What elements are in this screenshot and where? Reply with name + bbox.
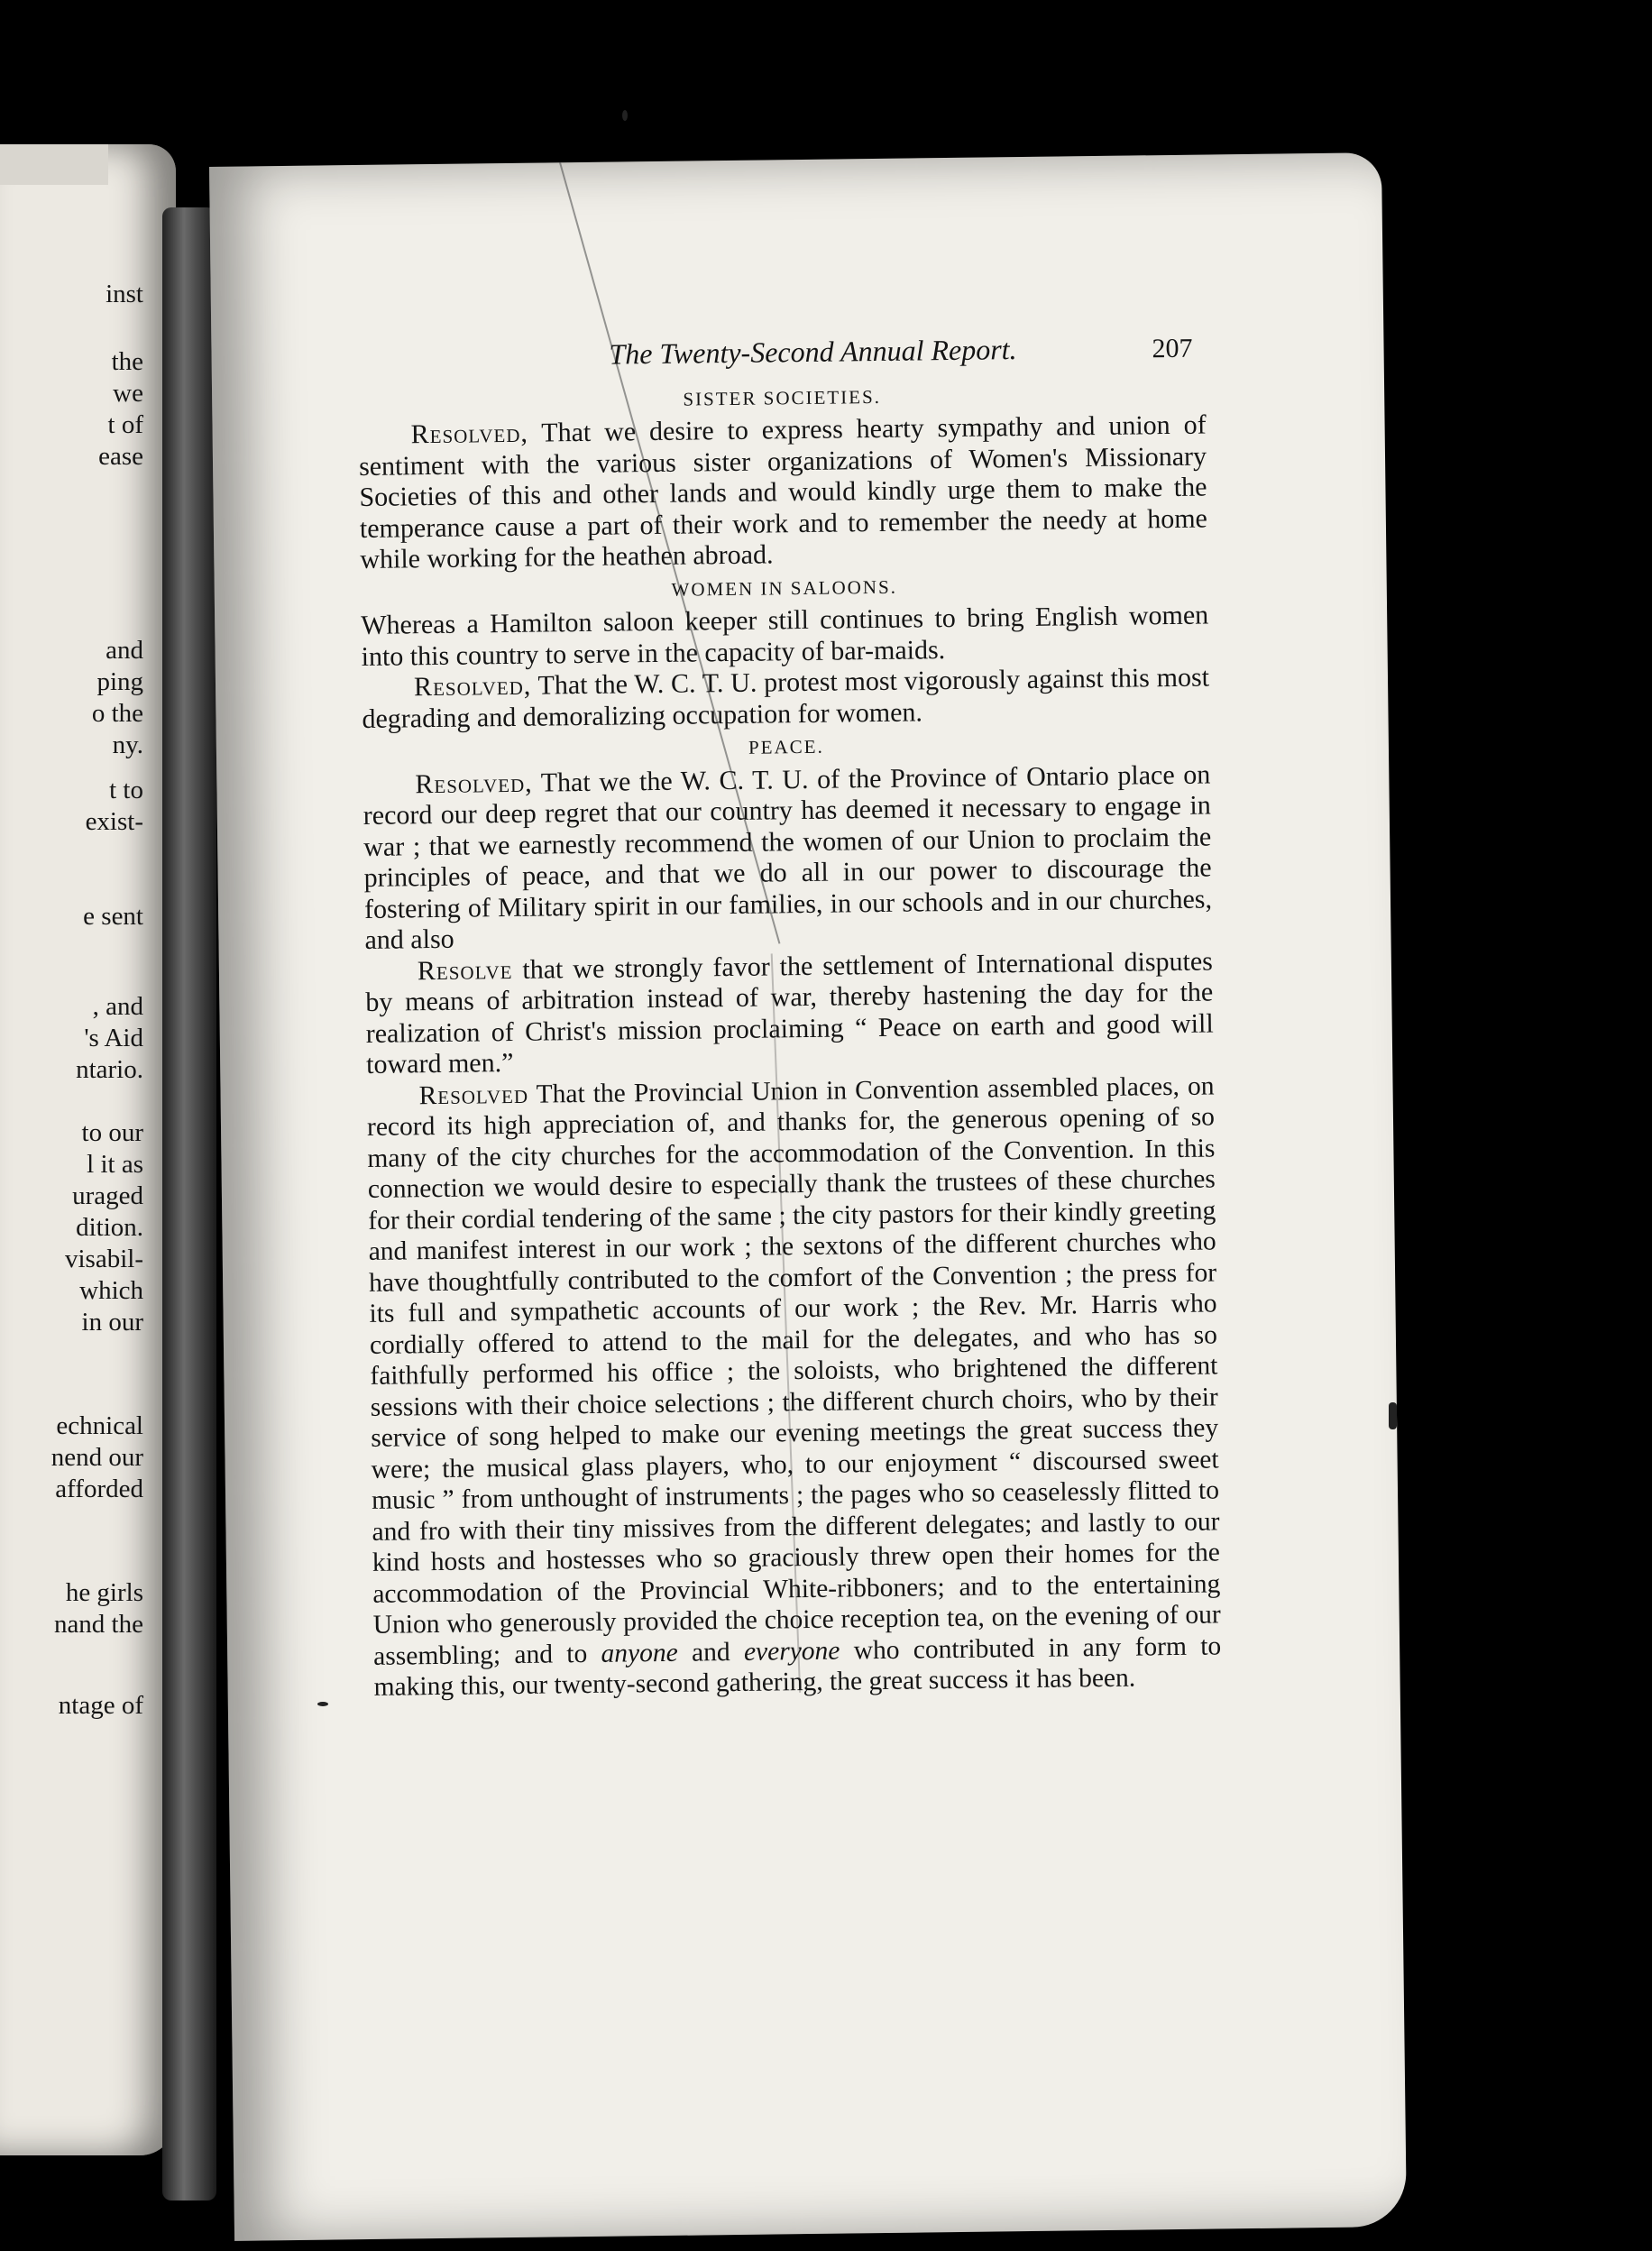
resolved-label: Resolved, [413, 670, 532, 703]
resolution-text-end: who contributed in any form to making this, our twenty-second gathering, the great success it has been. [373, 1631, 1222, 1702]
previous-page-line: t to [109, 776, 143, 804]
previous-page [0, 144, 176, 2155]
section-heading-peace: PEACE. [748, 735, 824, 758]
previous-page-line: ny. [112, 730, 143, 759]
resolution-text: That the Provincial Union in Convention assembled places, on record its high appreciation of, and thanks for, the generous opening of so many of the city churches for the accommodation of the Convention. In this connection we would desire to especially thank the trustees of these churches for their cordial tendering of the same ; the city pastors for their kindly greeting and manifest interest in our work ; the sextons of the different churches who have thoughtfully contributed to the comfort of the Convention ; the press for its full and sympathetic accounts of our work ; the Rev. Mr. Harris who cordially offered to attend to the mail for the delegates, and who has so faithfully performed his office ; the soloists, who brightened the different sessions with their choice selections ; the different church choirs, who by their service of song helped to make our evening meetings the great success they were; the musical glass players, who, to our enjoyment “ discoursed sweet music ” from unthought of instruments ; the pages who so ceaselessly flitted to and fro with their tiny missives from the different delegates; and lastly to our kind hosts and hostesses who so graciously threw open their homes for the accommodation of the Provincial White-ribboners; and to the entertaining Union who generously provided the choice reception tea, on the evening of our assembling; and to [366, 1070, 1221, 1671]
previous-page-line: o the [91, 699, 143, 728]
resolution-women-in-saloons [362, 662, 1210, 734]
previous-page-line: , and [92, 992, 143, 1021]
book-gutter [162, 207, 216, 2200]
previous-page-line: l it as [87, 1150, 143, 1179]
resolved-label: Resolved, [415, 767, 533, 799]
previous-page-line: afforded [55, 1475, 143, 1503]
previous-page-line: ease [98, 442, 143, 471]
resolved-label: Resolved, [410, 418, 529, 450]
previous-page-line: which [79, 1276, 143, 1305]
resolution-sister-societies [358, 410, 1207, 576]
previous-page-line: exist- [85, 807, 143, 836]
emphasis-anyone: anyone [601, 1638, 678, 1668]
previous-page-line: e sent [83, 902, 143, 931]
resolution-text: That we the W. C. T. U. of the Province of Ontario place on record our deep regret that our country has deemed it necessary to engage in war ; that we earnestly recommend the women of our Union to proclaim the principles of peace, and that we do all in our power to discourage the fostering of Military spirit in our families, in our schools and in our churches, and also [363, 758, 1213, 955]
previous-page-line: echnical [56, 1411, 143, 1440]
scan-speck [317, 1702, 328, 1706]
previous-page-line: ntario. [76, 1055, 143, 1084]
resolution-text: that we strongly favor the settlement of International disputes by means of arbitration instead of war, thereby hastening the day for the realization of Christ's mission proclaiming “ Peace on earth and good will toward men.” [365, 945, 1214, 1080]
previous-page-line: we [113, 379, 143, 408]
previous-page-line: visabil- [65, 1245, 143, 1273]
previous-page-line: he girls [65, 1578, 143, 1607]
current-page [209, 152, 1407, 2241]
conjunction: and [691, 1637, 730, 1668]
previous-page-line: dition. [76, 1213, 143, 1242]
resolution-arbitration [365, 946, 1215, 1080]
running-title: The Twenty-Second Annual Report. [609, 333, 1017, 371]
resolution-peace [363, 759, 1212, 956]
previous-page-line: ntage of [58, 1691, 143, 1720]
page-edge [0, 144, 108, 185]
section-heading-women-in-saloons: WOMEN IN SALOONS. [671, 575, 898, 601]
previous-page-line: ping [96, 667, 143, 696]
running-header [357, 332, 1205, 375]
previous-page-line: the [111, 347, 143, 376]
previous-page-line: 's Aid [84, 1024, 143, 1052]
resolve-label: Resolve [417, 954, 513, 986]
emphasis-everyone: everyone [743, 1636, 840, 1667]
page-text [357, 332, 1221, 1704]
whereas-clause: Whereas a Hamilton saloon keeper still continues to bring English women into this country to serve in the capacity of bar-maids. [361, 600, 1209, 672]
previous-page-line: nend our [50, 1443, 143, 1472]
previous-page-line: in our [81, 1308, 143, 1337]
resolution-text: That the W. C. T. U. protest most vigorously against this most degrading and demoralizing occupation for women. [362, 662, 1210, 734]
previous-page-line: and [106, 636, 143, 665]
resolution-text: That we desire to express hearty sympathy and union of sentiment with the various sister organizations of Women's Missionary Societies of this and other lands and would kindly urge them to make the temperance cause a part of their work and to remember the needy at home while working for the heathen abroad. [358, 409, 1208, 574]
previous-page-line: uraged [72, 1181, 143, 1210]
scan-speck [622, 110, 628, 121]
scan-speck [1389, 1402, 1397, 1429]
previous-page-line: t of [107, 410, 143, 439]
previous-page-line: nand the [53, 1610, 143, 1639]
section-heading-sister-societies: SISTER SOCIETIES. [683, 385, 882, 410]
page-number: 207 [1152, 333, 1193, 364]
previous-page-line: to our [81, 1118, 143, 1147]
resolved-label: Resolved [418, 1080, 529, 1110]
resolution-thanks [366, 1070, 1221, 1703]
previous-page-line: inst [106, 280, 143, 308]
